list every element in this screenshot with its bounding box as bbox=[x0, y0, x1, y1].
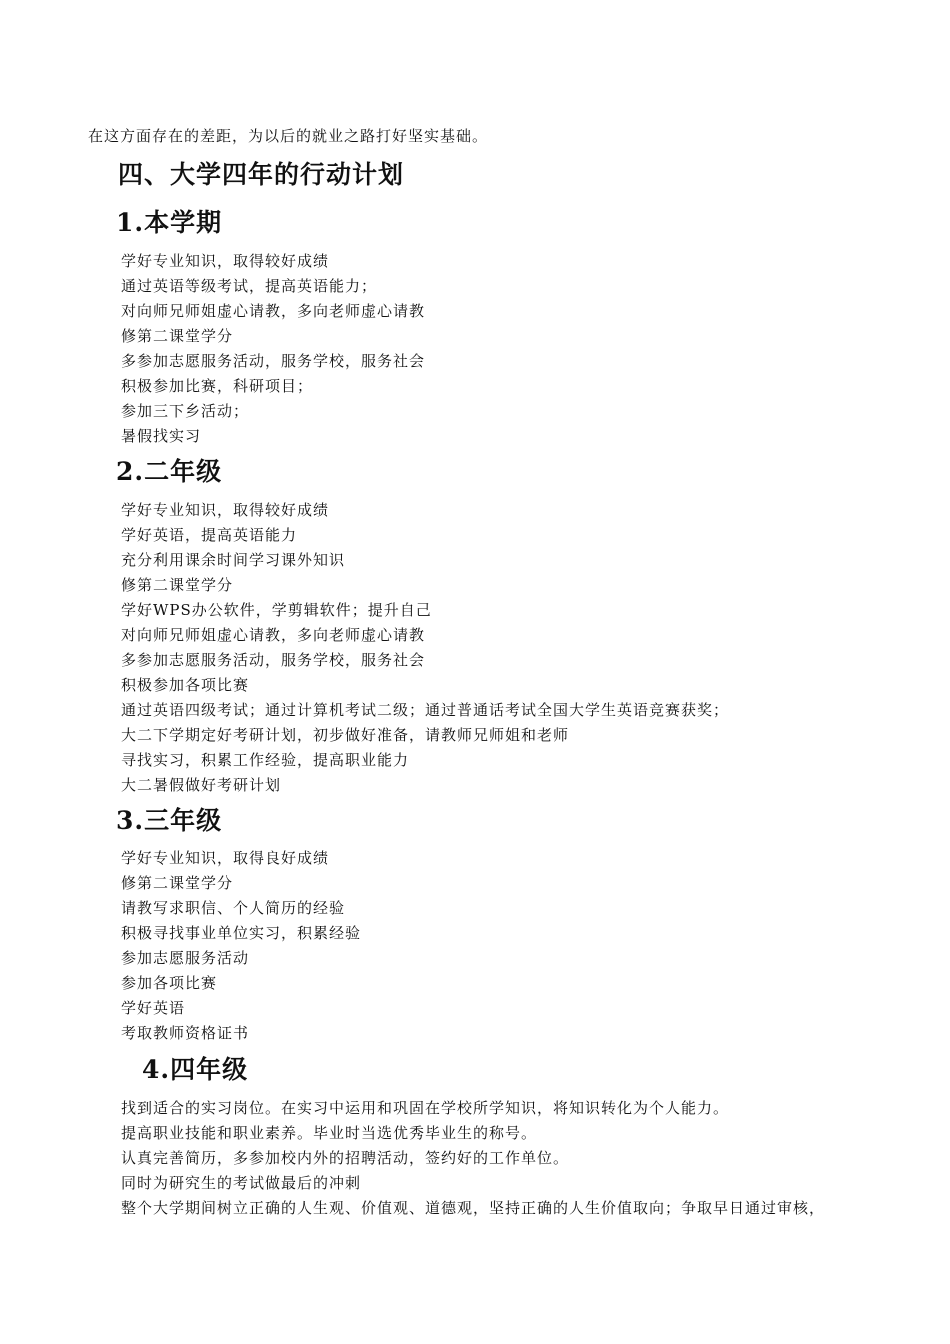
section-list-semester bbox=[121, 249, 425, 449]
list-item: 积极参加比赛，科研项目； bbox=[121, 377, 314, 395]
intro-paragraph: 在这方面存在的差距，为以后的就业之路打好坚实基础。 bbox=[88, 127, 489, 145]
list-item: 修第二课堂学分 bbox=[121, 874, 234, 892]
list-item: 对向师兄师姐虚心请教，多向老师虚心请教 bbox=[121, 302, 426, 320]
list-item: 考取教师资格证书 bbox=[121, 1024, 250, 1042]
list-item: 对向师兄师姐虚心请教，多向老师虚心请教 bbox=[121, 626, 426, 644]
list-item: 暑假找实习 bbox=[121, 427, 202, 445]
list-item: 积极参加各项比赛 bbox=[121, 676, 250, 694]
list-item: 参加各项比赛 bbox=[121, 974, 218, 992]
section-title-year-two: 2.二年级 bbox=[116, 457, 223, 486]
list-item: 多参加志愿服务活动，服务学校，服务社会 bbox=[121, 352, 426, 370]
list-item: 同时为研究生的考试做最后的冲刺 bbox=[121, 1174, 362, 1192]
list-item: 充分利用课余时间学习课外知识 bbox=[121, 551, 346, 569]
list-item: 学好专业知识，取得较好成绩 bbox=[121, 252, 330, 270]
main-heading: 四、大学四年的行动计划 bbox=[118, 160, 405, 189]
section-title-year-three: 3.三年级 bbox=[116, 806, 223, 835]
section-title-year-four: 4.四年级 bbox=[142, 1055, 249, 1084]
list-item: 参加三下乡活动； bbox=[121, 402, 250, 420]
list-item: 大二下学期定好考研计划，初步做好准备，请教师兄师姐和老师 bbox=[121, 726, 570, 744]
list-item: 学好专业知识，取得良好成绩 bbox=[121, 849, 330, 867]
list-item: 积极寻找事业单位实习，积累经验 bbox=[121, 924, 362, 942]
list-item: 修第二课堂学分 bbox=[121, 327, 234, 345]
list-item: 认真完善简历，多参加校内外的招聘活动，签约好的工作单位。 bbox=[121, 1149, 570, 1167]
list-item: 通过英语等级考试，提高英语能力； bbox=[121, 277, 378, 295]
list-item: 多参加志愿服务活动，服务学校，服务社会 bbox=[121, 651, 426, 669]
list-item: 学好英语 bbox=[121, 999, 186, 1017]
list-item: 提高职业技能和职业素养。毕业时当选优秀毕业生的称号。 bbox=[121, 1124, 538, 1142]
list-item: 修第二课堂学分 bbox=[121, 576, 234, 594]
list-item: 参加志愿服务活动 bbox=[121, 949, 250, 967]
section-list-year-two bbox=[121, 498, 729, 798]
list-item: 找到适合的实习岗位。在实习中运用和巩固在学校所学知识，将知识转化为个人能力。 bbox=[121, 1099, 730, 1117]
list-item: 大二暑假做好考研计划 bbox=[121, 776, 282, 794]
section-title-semester: 1.本学期 bbox=[116, 208, 223, 237]
list-item: 通过英语四级考试；通过计算机考试二级；通过普通话考试全国大学生英语竞赛获奖； bbox=[121, 701, 730, 719]
list-item: 学好英语，提高英语能力 bbox=[121, 526, 298, 544]
list-item: 寻找实习，积累工作经验，提高职业能力 bbox=[121, 751, 410, 769]
section-list-year-four bbox=[121, 1096, 825, 1221]
list-item: 请教写求职信、个人简历的经验 bbox=[121, 899, 346, 917]
list-item: 整个大学期间树立正确的人生观、价值观、道德观，坚持正确的人生价值取向；争取早日通过审核， bbox=[121, 1199, 826, 1217]
list-item: 学好WPS办公软件，学剪辑软件；提升自己 bbox=[121, 601, 432, 619]
section-list-year-three bbox=[121, 846, 361, 1046]
list-item: 学好专业知识，取得较好成绩 bbox=[121, 501, 330, 519]
